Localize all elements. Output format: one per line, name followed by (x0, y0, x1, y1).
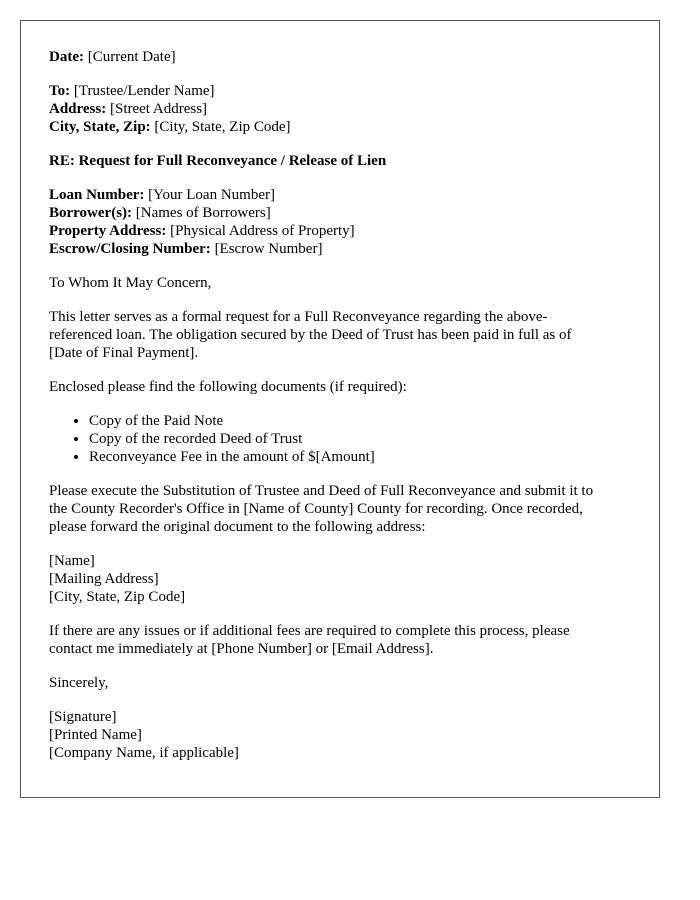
list-item: • Copy of the Paid Note (89, 412, 641, 430)
return-mailing-address: [Mailing Address] (49, 571, 159, 587)
salutation: To Whom It May Concern, (49, 275, 212, 291)
paragraph-execute (49, 482, 641, 536)
paragraph-execute-line-3: please forward the original document to the following address: (49, 519, 426, 535)
to-line (49, 82, 641, 100)
to-value: [Trustee/Lender Name] (73, 83, 215, 99)
property-line (49, 222, 641, 240)
return-address-block (49, 552, 641, 606)
escrow-label: Escrow/Closing Number: (49, 241, 211, 257)
return-city: [City, State, Zip Code] (49, 589, 186, 605)
loan-number-line (49, 186, 641, 204)
date-block (49, 48, 641, 66)
property-label: Property Address: (49, 223, 167, 239)
address-value: [Street Address] (109, 101, 208, 117)
paragraph-execute-line-1: Please execute the Substitution of Trustee and Deed of Full Reconveyance and submit it to (49, 483, 594, 499)
paragraph-enclosed: Enclosed please find the following documents (if required): (49, 379, 407, 395)
paragraph-request-line-1: This letter serves as a formal request for a Full Reconveyance regarding the above- (49, 309, 548, 325)
sign-off: Sincerely, (49, 675, 109, 691)
paragraph-execute-line-2: the County Recorder's Office in [Name of County] County for recording. Once recorded, (49, 501, 583, 517)
borrowers-value: [Names of Borrowers] (135, 205, 271, 221)
signature-block (49, 708, 641, 762)
borrowers-line (49, 204, 641, 222)
date-value: [Current Date] (87, 49, 176, 65)
company-name: [Company Name, if applicable] (49, 745, 239, 761)
list-item: • Reconveyance Fee in the amount of $[Amount] (89, 448, 641, 466)
paragraph-request (49, 308, 641, 362)
date-label: Date: (49, 49, 84, 65)
paragraph-contact (49, 622, 641, 658)
escrow-value: [Escrow Number] (214, 241, 323, 257)
address-line (49, 100, 641, 118)
subject-line: RE: Request for Full Reconveyance / Release of Lien (49, 153, 387, 169)
printed-name: [Printed Name] (49, 727, 142, 743)
enclosure-list (49, 412, 641, 466)
city-line (49, 118, 641, 136)
city-value: [City, State, Zip Code] (154, 119, 291, 135)
loan-info-block (49, 186, 641, 258)
city-label: City, State, Zip: (49, 119, 151, 135)
property-value: [Physical Address of Property] (170, 223, 355, 239)
to-label: To: (49, 83, 71, 99)
recipient-block (49, 82, 641, 136)
paragraph-request-line-3: [Date of Final Payment]. (49, 345, 199, 361)
loan-number-label: Loan Number: (49, 187, 145, 203)
paragraph-contact-line-2: contact me immediately at [Phone Number] or [Email Address]. (49, 641, 434, 657)
paragraph-contact-line-1: If there are any issues or if additional fees are required to complete this process, please (49, 623, 570, 639)
escrow-line (49, 240, 641, 258)
address-label: Address: (49, 101, 107, 117)
letter-body (49, 48, 641, 778)
borrowers-label: Borrower(s): (49, 205, 133, 221)
signature: [Signature] (49, 709, 117, 725)
loan-number-value: [Your Loan Number] (148, 187, 275, 203)
list-item: • Copy of the recorded Deed of Trust (89, 430, 641, 448)
paragraph-request-line-2: referenced loan. The obligation secured by the Deed of Trust has been paid in full as of (49, 327, 572, 343)
date-line (49, 48, 641, 66)
return-name: [Name] (49, 553, 95, 569)
